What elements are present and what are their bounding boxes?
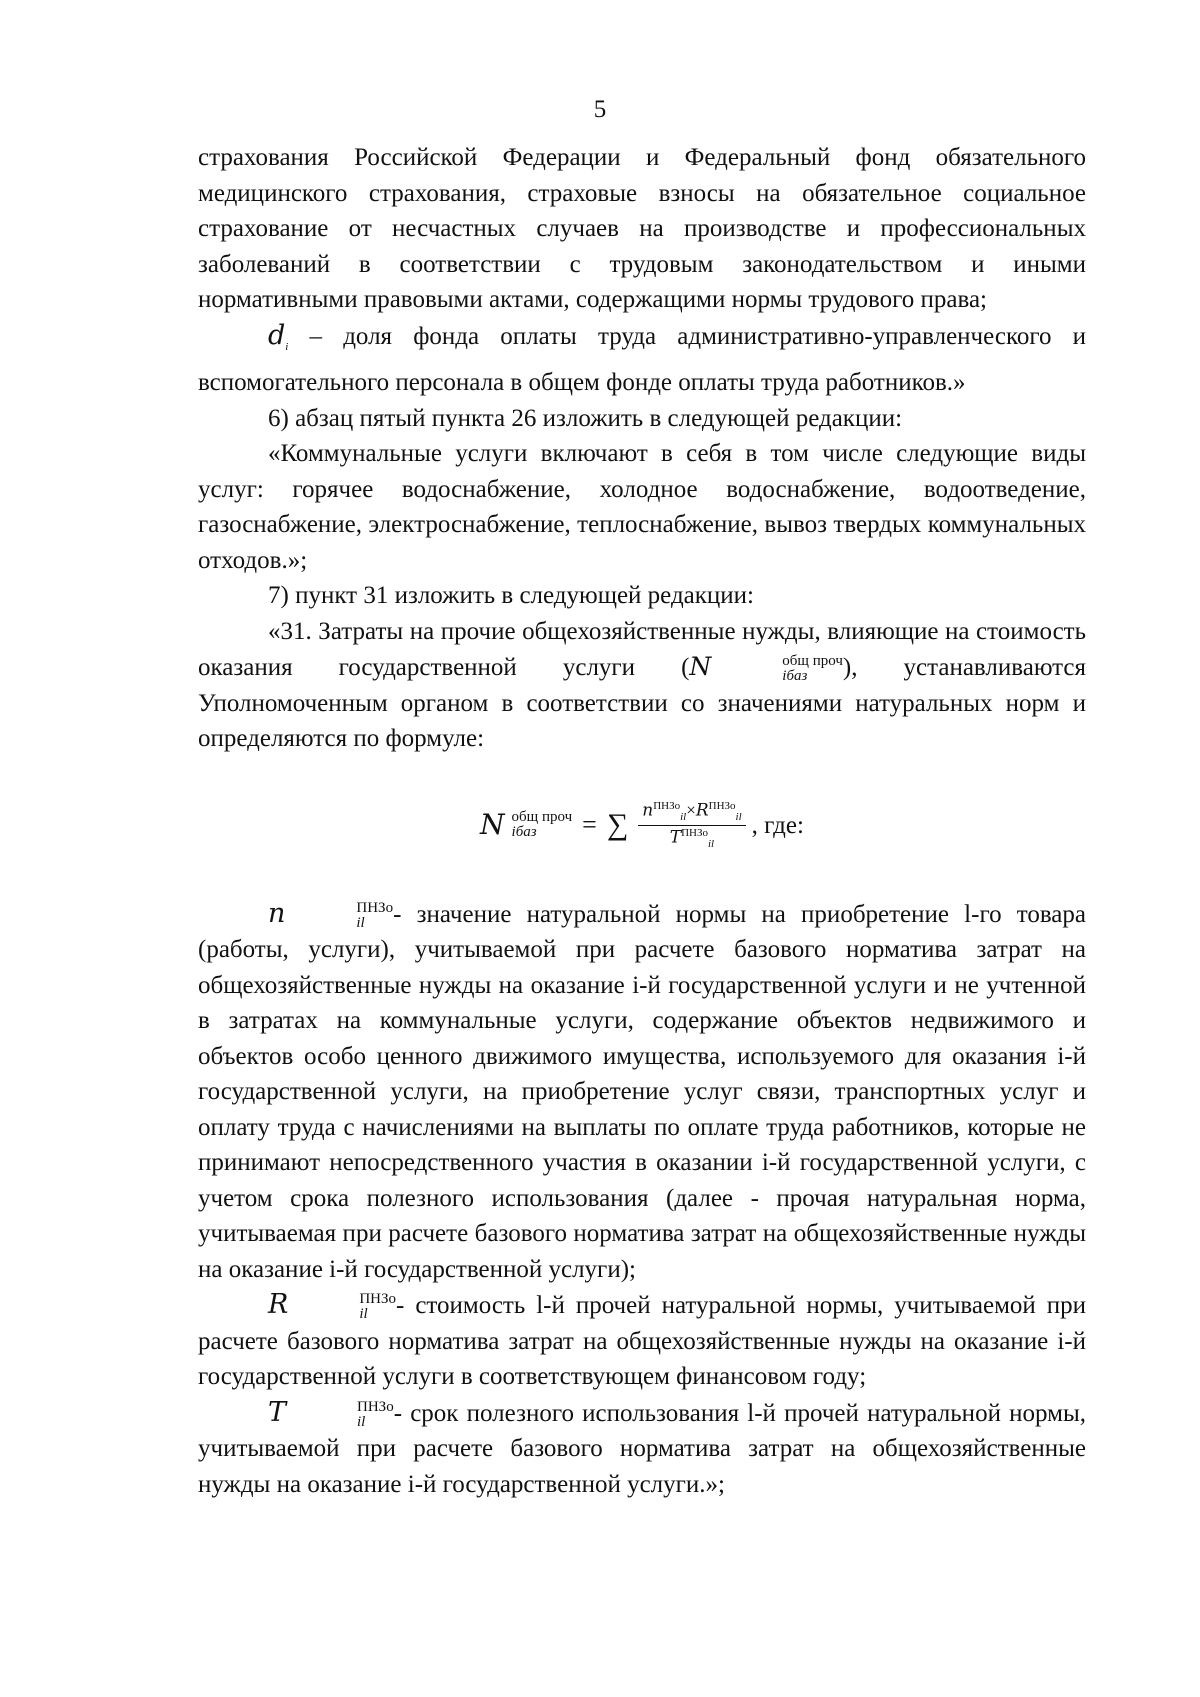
definition-n-letter: n — [268, 897, 286, 929]
formula-lhs-sub: iбаз — [511, 824, 537, 841]
paragraph-clause-31 — [198, 614, 1086, 757]
formula-num-n-sub: il — [680, 810, 687, 823]
symbol-d: d — [268, 319, 286, 351]
formula-sigma: ∑ — [606, 808, 629, 842]
formula-lhs-letter: N — [480, 808, 505, 842]
paragraph-item-7: 7) пункт 31 изложить в следующей редакции: — [268, 582, 754, 609]
definition-t-letter: T — [268, 1396, 287, 1428]
definition-t-sub: il — [357, 1413, 366, 1430]
symbol-N-inline-sup: общ проч — [782, 653, 843, 670]
paragraph-utilities: «Коммунальные услуги включают в себя в том числе следующие виды услуг: горячее водоснабжение, холодное водоснабжение, водоотведение, газоснабжение, электроснабжение, теплоснабжение, вывоз твердых коммунальных отходов.»; — [198, 440, 1086, 574]
paragraph-di-definition — [198, 318, 1086, 401]
definition-r-sup: ПНЗо — [359, 1291, 397, 1308]
document-body — [198, 140, 1086, 1502]
paragraph-continuation: страхования Российской Федерации и Федеральный фонд обязательного медицинского страхования, страховые взносы на обязательное социальное страхование от несчастных случаев на производстве и профессиональных заболеваний в соответствии с трудовым законодательством и иными нормативными правовыми актами, содержащими нормы трудового права; — [198, 144, 1086, 313]
definition-r — [198, 1287, 1086, 1395]
formula-times: × — [686, 800, 696, 820]
formula-numerator — [638, 801, 745, 826]
symbol-N-inline-indices — [712, 654, 843, 684]
formula-num-n: n — [642, 800, 654, 821]
definition-r-sub: il — [359, 1306, 368, 1323]
formula-block — [198, 801, 1086, 850]
formula-lhs-sup: общ проч — [511, 809, 573, 826]
paragraph-item-6: 6) абзац пятый пункта 26 изложить в следующей редакции: — [268, 404, 903, 432]
formula-lhs-indices — [512, 810, 573, 840]
definition-n-sub: il — [356, 914, 365, 931]
definition-t — [198, 1395, 1086, 1503]
definition-r-letter: R — [268, 1289, 289, 1321]
formula-num-r: R — [695, 800, 709, 821]
definition-n-sup: ПНЗо — [356, 899, 394, 916]
definition-n-text: - значение натуральной нормы на приобретение l-го товара (работы, услуги), учитываемой при расчете базового норматива затрат на общехозяйственные нужды на оказание i-й государственной услуги и не учтенной в затратах на коммунальные услуги, содержание объектов недвижимого и объектов особо ценного движимого имущества, используемого для оказания i-й государственной услуги, на приобретение услуг связи, транспортных услуг и оплату труда с начислениями на выплаты по оплате труда работников, которые не принимают непосредственного участия в оказании i-й государственной услуги, с учетом срока полезного использования (далее - прочая натуральная норма, учитываемая при расчете базового норматива затрат на общехозяйственные нужды на оказание i-й государственной услуги); — [198, 900, 1086, 1283]
symbol-d-subscript: i — [285, 340, 289, 353]
definition-r-text: - стоимость l-й прочей натуральной нормы, учитываемой при расчете базового норматива затрат на общехозяйственные нужды на оказание i-й государственной услуги в соответствующем финансовом году; — [198, 1292, 1086, 1391]
formula-num-r-sup: ПНЗо — [708, 799, 736, 812]
formula-den-t: T — [669, 827, 682, 848]
clause-31-text-before: «31. Затраты на прочие общехозяйственные нужды, влияющие на стоимость оказания государственной услуги ( — [198, 617, 1086, 681]
formula-den-t-sup: ПНЗо — [681, 826, 708, 839]
formula-num-n-sup: ПНЗо — [653, 799, 681, 812]
formula-fraction — [638, 801, 745, 850]
paragraph-di-text: – доля фонда оплаты труда административно-управленческого и вспомогательного персонала в общем фонде оплаты труда работников.» — [198, 322, 1086, 396]
formula-equals: = — [582, 810, 597, 840]
definition-t-indices — [287, 1400, 394, 1430]
symbol-N-inline-sub: iбаз — [782, 668, 808, 685]
clause-31-text-after: ), устанавливаются Уполномоченным органом в соответствии со значениями натуральных норм и определяются по формуле: — [198, 654, 1087, 752]
definition-n — [198, 896, 1086, 1288]
formula-num-r-sub: il — [735, 810, 742, 823]
definition-n-indices — [286, 901, 393, 931]
definition-r-indices — [289, 1292, 396, 1322]
page-number: 5 — [593, 96, 607, 123]
formula-where: , где: — [751, 811, 804, 839]
formula-denominator — [670, 826, 714, 850]
symbol-N-inline: N — [689, 652, 712, 681]
definition-t-text: - срок полезного использования l-й прочей натуральной нормы, учитываемой при расчете базового норматива затрат на общехозяйственные нужды на оказание i-й государственной услуги.»; — [198, 1399, 1086, 1498]
formula-den-t-sub: il — [708, 837, 715, 850]
definition-t-sup: ПНЗо — [357, 1398, 394, 1415]
